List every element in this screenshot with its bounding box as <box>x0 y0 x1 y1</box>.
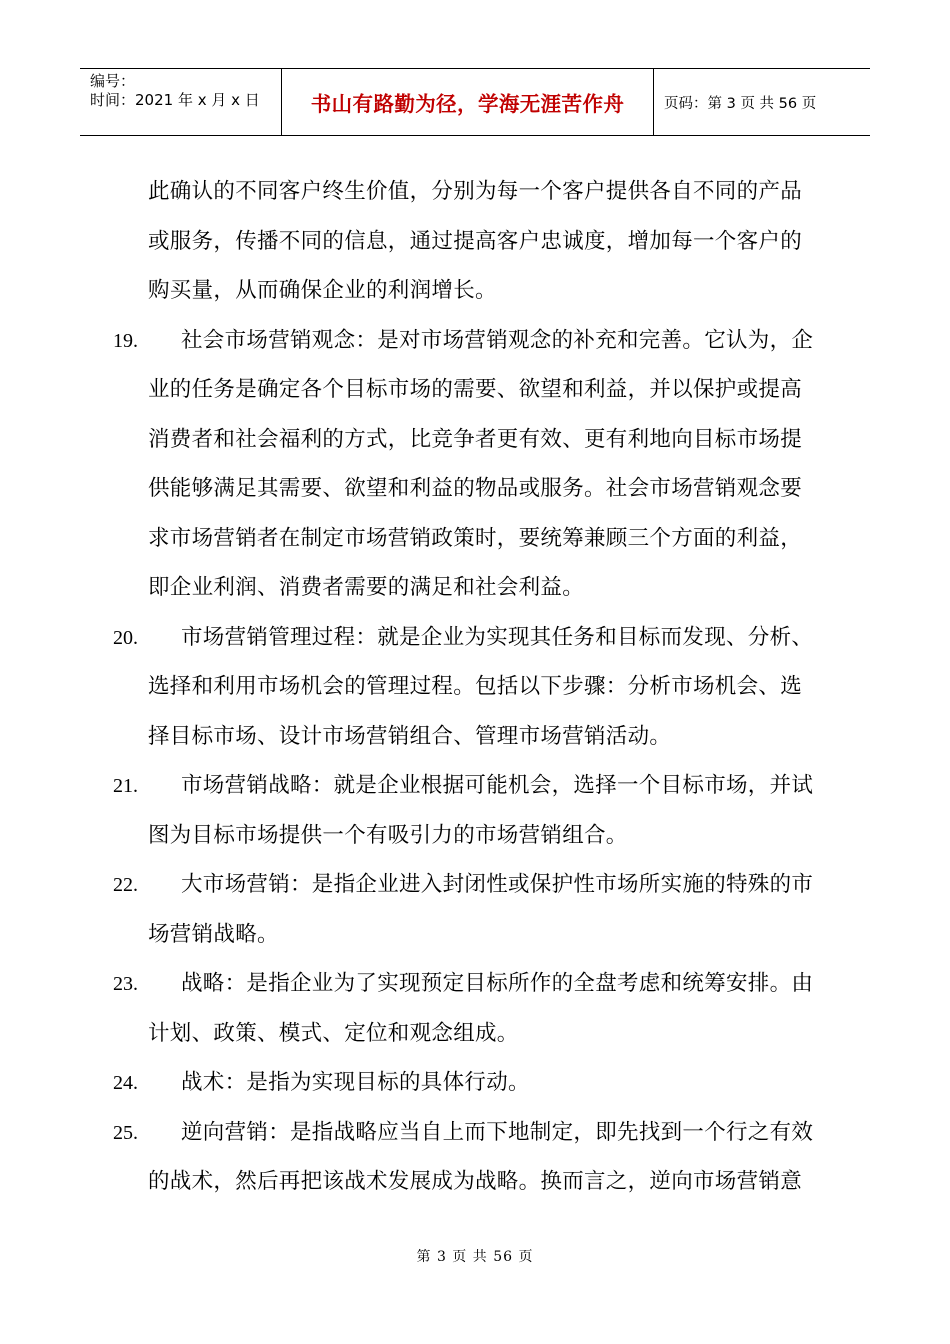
page-header <box>80 68 870 136</box>
header-meta <box>80 69 282 135</box>
page-footer: 第 3 页 共 56 页 <box>416 1249 534 1265</box>
paragraph-line: 即企业利润、消费者需要的满足和社会利益。 <box>148 575 585 600</box>
paragraph-line: 购买量，从而确保企业的利润增长。 <box>148 278 497 303</box>
paragraph-line: 市场营销战略：就是企业根据可能机会，选择一个目标市场，并试 <box>181 773 814 798</box>
paragraph-line: 供能够满足其需要、欲望和利益的物品或服务。社会市场营销观念要 <box>148 476 803 501</box>
item-number: 24. <box>113 1072 138 1094</box>
item-number: 22. <box>113 874 138 896</box>
paragraph-line: 消费者和社会福利的方式，比竞争者更有效、更有利地向目标市场提 <box>148 426 803 452</box>
item-number: 21. <box>113 775 138 797</box>
paragraph-line: 择目标市场、设计市场营销组合、管理市场营销活动。 <box>148 723 672 749</box>
paragraph-line: 或服务，传播不同的信息，通过提高客户忠诚度，增加每一个客户的 <box>148 228 803 254</box>
item-number: 20. <box>113 626 138 649</box>
paragraph-line: 求市场营销者在制定市场营销政策时，要统筹兼顾三个方面的利益， <box>148 525 803 551</box>
paragraph-line: 选择和利用市场机会的管理过程。包括以下步骤：分析市场机会、选 <box>148 674 803 699</box>
header-motto-cell <box>282 69 654 135</box>
paragraph-line: 此确认的不同客户终生价值，分别为每一个客户提供各自不同的产品 <box>148 179 803 204</box>
paragraph-line: 计划、政策、模式、定位和观念组成。 <box>148 1020 519 1046</box>
header-page-info-cell <box>654 69 870 135</box>
paragraph-line: 市场营销管理过程：就是企业为实现其任务和目标而发现、分析、 <box>181 624 814 650</box>
header-page-info: 页码：第 3 页 共 56 页 <box>664 95 817 112</box>
paragraph-line: 社会市场营销观念：是对市场营销观念的补充和完善。它认为，企 <box>181 327 814 353</box>
paragraph-line: 逆向营销：是指战略应当自上而下地制定，即先找到一个行之有效 <box>181 1119 814 1145</box>
paragraph-line: 的战术，然后再把该战术发展成为战略。换而言之，逆向市场营销意 <box>148 1169 803 1194</box>
paragraph-line: 大市场营销：是指企业进入封闭性或保护性市场所实施的特殊的市 <box>181 872 814 897</box>
item-number: 23. <box>113 973 138 995</box>
paragraph-line: 业的任务是确定各个目标市场的需要、欲望和利益，并以保护或提高 <box>148 377 803 402</box>
doc-number-label: 编号： <box>90 72 136 90</box>
paragraph-line: 战略：是指企业为了实现预定目标所作的全盘考虑和统筹安排。由 <box>181 971 814 996</box>
header-motto: 书山有路勤为径，学海无涯苦作舟 <box>310 92 625 116</box>
doc-time-label: 时间：2021 年 x 月 x 日 <box>90 91 260 109</box>
item-number: 25. <box>113 1121 138 1144</box>
paragraph-line: 战术：是指为实现目标的具体行动。 <box>181 1070 530 1095</box>
paragraph-line: 图为目标市场提供一个有吸引力的市场营销组合。 <box>148 822 628 848</box>
item-number: 19. <box>113 329 138 352</box>
paragraph-line: 场营销战略。 <box>148 921 279 947</box>
